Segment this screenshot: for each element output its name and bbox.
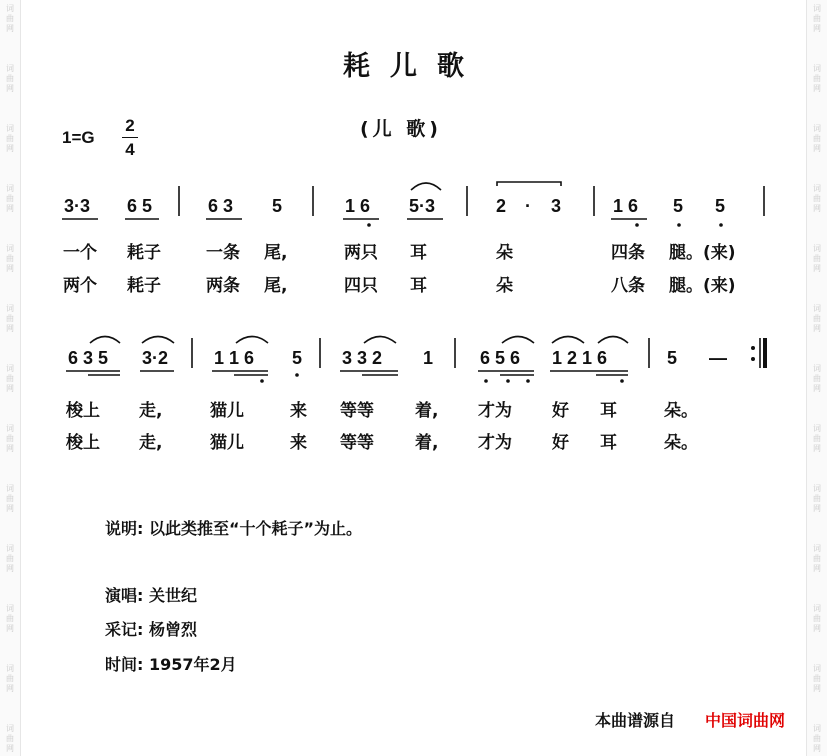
watermark-glyphs: 词 曲 网 (6, 484, 14, 513)
lyric-word: 一条 (206, 243, 240, 263)
watermark-glyphs: 词 曲 网 (6, 724, 14, 753)
lyric-word: 等等 (340, 433, 374, 453)
lyric-word: 耳 (410, 276, 427, 296)
note-group: 5 (715, 196, 726, 216)
lyric-word: 四条 (611, 243, 645, 263)
watermark-glyphs: 词 曲 网 (813, 544, 821, 573)
tie (497, 182, 561, 186)
date-credit: 时间: 1957年2月 (105, 655, 237, 674)
lyric-word: 四只 (344, 276, 378, 296)
key-signature: 1=G (62, 128, 95, 147)
note-group: 3·2 (142, 348, 169, 368)
lyric-word: 好 (552, 433, 569, 453)
lyric-word: 才为 (478, 401, 512, 421)
lyric-word: 腿。(来) (669, 243, 736, 263)
watermark-glyphs: 词 曲 网 (6, 364, 14, 393)
repeat-dot (751, 357, 755, 361)
tie (411, 183, 441, 190)
lyric-word: 走, (139, 433, 163, 453)
note-group: 6 5 6 (480, 348, 521, 368)
lyric-word: 耗子 (127, 243, 161, 263)
watermark-glyphs: 词 曲 网 (813, 244, 821, 273)
lyric-word: 着, (415, 401, 439, 421)
note-group: 1 1 6 (214, 348, 255, 368)
lyric-word: 梭上 (66, 433, 100, 453)
tie (90, 337, 120, 344)
watermark-glyphs: 词 曲 网 (813, 4, 821, 33)
watermark-glyphs: 词 曲 网 (813, 64, 821, 93)
lyric-word: 走, (139, 401, 163, 421)
source-label: 本曲谱源自 (595, 711, 676, 730)
lyric-word: 朵。 (664, 401, 698, 421)
lyric-word: 才为 (478, 433, 512, 453)
note-group: 1 6 (345, 196, 371, 216)
lyric-word: 梭上 (66, 401, 100, 421)
watermark-glyphs: 词 曲 网 (6, 544, 14, 573)
lyric-word: 耳 (600, 433, 617, 453)
note-group: 5 (673, 196, 684, 216)
explanation-note: 说明: 以此类推至“十个耗子”为止。 (105, 519, 363, 538)
octave-dot (526, 379, 530, 383)
watermark-glyphs: 词 曲 网 (813, 604, 821, 633)
lyric-word: 等等 (340, 401, 374, 421)
tie (598, 337, 628, 344)
note-group: 5 (272, 196, 283, 216)
octave-dot (620, 379, 624, 383)
repeat-dot (751, 346, 755, 350)
lyric-word: 八条 (611, 276, 645, 296)
watermark-glyphs: 词 曲 网 (6, 184, 14, 213)
note-group: 5·3 (409, 196, 436, 216)
watermark-glyphs: 词 曲 网 (6, 664, 14, 693)
watermark-glyphs: 词 曲 网 (6, 304, 14, 333)
lyric-word: 两个 (63, 276, 97, 296)
note-group: · (525, 196, 531, 216)
lyric-word: 尾, (264, 276, 288, 296)
tie (142, 337, 174, 344)
lyric-word: 两条 (206, 276, 240, 296)
note-group: 3·3 (64, 196, 91, 216)
song-title: 耗儿歌 (343, 51, 484, 82)
lyric-word: 腿。(来) (669, 276, 736, 296)
lyric-word: 猫儿 (210, 433, 244, 453)
watermark-glyphs: 词 曲 网 (6, 124, 14, 153)
octave-dot (506, 379, 510, 383)
watermark-glyphs: 词 曲 网 (6, 424, 14, 453)
time-signature-bottom: 4 (125, 140, 135, 159)
watermark-glyphs: 词 曲 网 (813, 424, 821, 453)
octave-dot (635, 223, 639, 227)
octave-dot (719, 223, 723, 227)
tie (236, 337, 268, 344)
lyric-word: 朵 (496, 276, 513, 296)
lyric-word: 尾, (264, 243, 288, 263)
lyric-word: 两只 (344, 243, 378, 263)
lyric-word: 一个 (63, 243, 97, 263)
note-group: 1 6 (613, 196, 639, 216)
song-subtitle: (儿 歌) (360, 118, 442, 140)
watermark-glyphs: 词 曲 网 (813, 184, 821, 213)
lyric-word: 耗子 (127, 276, 161, 296)
lyric-word: 来 (290, 401, 307, 421)
watermark-glyphs: 词 曲 网 (813, 124, 821, 153)
octave-dot (295, 373, 299, 377)
collector-credit: 采记: 杨曾烈 (105, 620, 197, 639)
watermark-glyphs: 词 曲 网 (6, 4, 14, 33)
lyric-word: 猫儿 (210, 401, 244, 421)
octave-dot (260, 379, 264, 383)
watermark-glyphs: 词 曲 网 (6, 244, 14, 273)
watermark-glyphs: 词 曲 网 (6, 64, 14, 93)
note-group: 3 (551, 196, 562, 216)
watermark-glyphs: 词 曲 网 (813, 724, 821, 753)
lyric-word: 朵。 (664, 433, 698, 453)
note-group: 6 3 (208, 196, 234, 216)
note-group: 5 (292, 348, 303, 368)
octave-dot (367, 223, 371, 227)
lyric-word: 朵 (496, 243, 513, 263)
note-group: 1 (423, 348, 434, 368)
watermark-glyphs: 词 曲 网 (813, 364, 821, 393)
lyric-word: 着, (415, 433, 439, 453)
watermark-glyphs: 词 曲 网 (813, 304, 821, 333)
site-name-link[interactable]: 中国词曲网 (705, 711, 786, 730)
note-group: 1 2 1 6 (552, 348, 608, 368)
octave-dot (677, 223, 681, 227)
note-group: 5 (667, 348, 678, 368)
lyric-word: 耳 (410, 243, 427, 263)
note-group: 6 5 (127, 196, 153, 216)
lyric-word: 耳 (600, 401, 617, 421)
tie (502, 337, 534, 344)
tie (364, 337, 396, 344)
lyric-word: 好 (552, 401, 569, 421)
note-group: — (709, 348, 727, 368)
watermark-glyphs: 词 曲 网 (6, 604, 14, 633)
time-signature-top: 2 (125, 116, 135, 135)
tie (552, 337, 584, 344)
lyric-word: 来 (290, 433, 307, 453)
note-group: 2 (496, 196, 507, 216)
watermark-glyphs: 词 曲 网 (813, 664, 821, 693)
note-group: 3 3 2 (342, 348, 383, 368)
note-group: 6 3 5 (68, 348, 109, 368)
octave-dot (484, 379, 488, 383)
watermark-glyphs: 词 曲 网 (813, 484, 821, 513)
singer-credit: 演唱: 关世纪 (105, 586, 197, 605)
